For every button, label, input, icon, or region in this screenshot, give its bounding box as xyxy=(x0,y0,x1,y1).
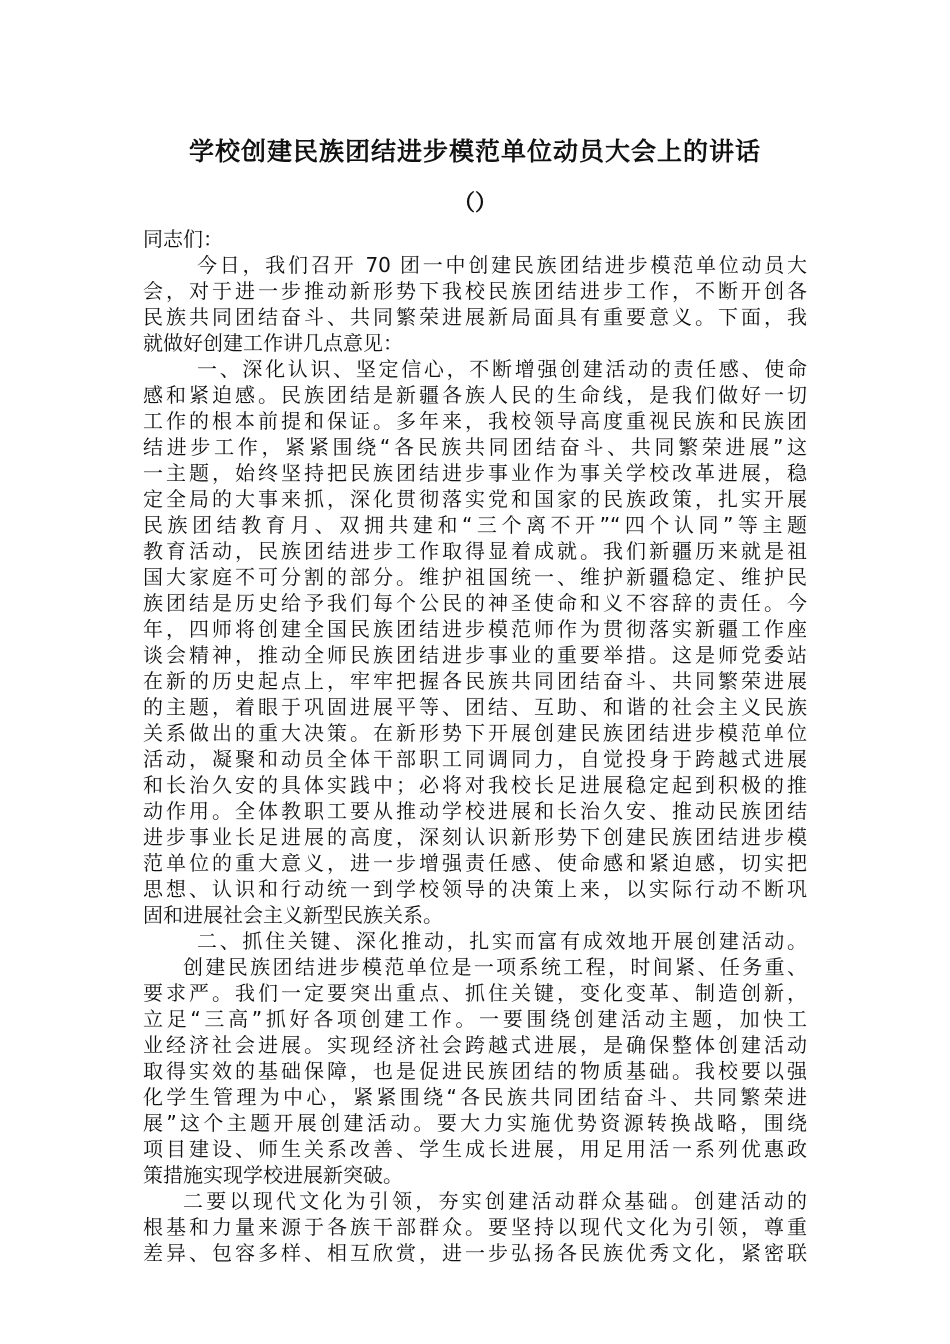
text-line: 定全局的大事来抓，深化贯彻落实党和国家的民族政策，扎实开展 xyxy=(143,487,807,511)
text-line: 要求严。我们一定要突出重点、抓住关键，变化变革、制造创新， xyxy=(143,981,807,1005)
text-line: 化学生管理为中心，紧紧围绕“各民族共同团结奋斗、共同繁荣进 xyxy=(143,1085,807,1109)
text-line: 根基和力量来源于各族干部群众。要坚持以现代文化为引领，尊重 xyxy=(143,1215,807,1239)
text-line: 教育活动，民族团结进步工作取得显着成就。我们新疆历来就是祖 xyxy=(143,539,807,563)
text-line: 二要以现代文化为引领，夯实创建活动群众基础。创建活动的 xyxy=(183,1189,807,1213)
text-line: 今日，我们召开 70 团一中创建民族团结进步模范单位动员大 xyxy=(197,253,807,277)
text-line: 在新的历史起点上，牢牢把握各民族共同团结奋斗、共同繁荣进展 xyxy=(143,669,807,693)
text-line: 进步事业长足进展的高度，深刻认识新形势下创建民族团结进步模 xyxy=(143,825,807,849)
text-line: 一、深化认识、坚定信心，不断增强创建活动的责任感、使命 xyxy=(197,357,807,381)
text-line: 会，对于进一步推动新形势下我校民族团结进步工作，不断开创各 xyxy=(143,279,807,303)
text-line: 民族团结教育月、双拥共建和“三个离不开”“四个认同”等主题 xyxy=(143,513,807,537)
text-line: 年，四师将创建全国民族团结进步模范师作为贯彻落实新疆工作座 xyxy=(143,617,807,641)
document-subtitle: （） xyxy=(452,190,497,216)
document-title: 学校创建民族团结进步模范单位动员大会上的讲话 xyxy=(188,137,761,166)
text-line: 结进步工作，紧紧围绕“各民族共同团结奋斗、共同繁荣进展”这 xyxy=(143,435,807,459)
text-line: 感和紧迫感。民族团结是新疆各族人民的生命线，是我们做好一切 xyxy=(143,383,807,407)
text-line: 民族共同团结奋斗、共同繁荣进展新局面具有重要意义。下面，我 xyxy=(143,305,807,329)
text-line: 的主题，着眼于巩固进展平等、团结、互助、和谐的社会主义民族 xyxy=(143,695,807,719)
text-line: 活动，凝聚和动员全体干部职工同调同力，自觉投身于跨越式进展 xyxy=(143,747,807,771)
text-line: 业经济社会进展。实现经济社会跨越式进展，是确保整体创建活动 xyxy=(143,1033,807,1057)
text-line: 策措施实现学校进展新突破。 xyxy=(143,1163,403,1187)
text-line: 展”这个主题开展创建活动。要大力实施优势资源转换战略，围绕 xyxy=(143,1111,807,1135)
document-body xyxy=(143,226,807,1266)
text-line: 和长治久安的具体实践中；必将对我校长足进展稳定起到积极的推 xyxy=(143,773,807,797)
text-line: 范单位的重大意义，进一步增强责任感、使命感和紧迫感，切实把 xyxy=(143,851,807,875)
text-line: 国大家庭不可分割的部分。维护祖国统一、维护新疆稳定、维护民 xyxy=(143,565,807,589)
text-line: 就做好创建工作讲几点意见： xyxy=(143,331,403,355)
text-line: 取得实效的基础保障，也是促进民族团结的物质基础。我校要以强 xyxy=(143,1059,807,1083)
text-line: 固和进展社会主义新型民族关系。 xyxy=(143,903,443,927)
text-line: 立足“三高”抓好各项创建工作。一要围绕创建活动主题，加快工 xyxy=(143,1007,807,1031)
text-line: 关系做出的重大决策。在新形势下开展创建民族团结进步模范单位 xyxy=(143,721,807,745)
text-line: 差异、包容多样、相互欣赏，进一步弘扬各民族优秀文化，紧密联 xyxy=(143,1241,807,1265)
text-line: 族团结是历史给予我们每个公民的神圣使命和义不容辞的责任。今 xyxy=(143,591,807,615)
text-line: 项目建设、师生关系改善、学生成长进展，用足用活一系列优惠政 xyxy=(143,1137,807,1161)
text-line: 谈会精神，推动全师民族团结进步事业的重要举措。这是师党委站 xyxy=(143,643,807,667)
text-line: 思想、认识和行动统一到学校领导的决策上来，以实际行动不断巩 xyxy=(143,877,807,901)
text-line: 一主题，始终坚持把民族团结进步事业作为事关学校改革进展，稳 xyxy=(143,461,807,485)
text-line: 同志们： xyxy=(143,227,223,251)
text-line: 创建民族团结进步模范单位是一项系统工程，时间紧、任务重、 xyxy=(183,955,807,979)
text-line: 二、抓住关键、深化推动，扎实而富有成效地开展创建活动。 xyxy=(197,929,807,953)
text-line: 动作用。全体教职工要从推动学校进展和长治久安、推动民族团结 xyxy=(143,799,807,823)
text-line: 工作的根本前提和保证。多年来，我校领导高度重视民族和民族团 xyxy=(143,409,807,433)
